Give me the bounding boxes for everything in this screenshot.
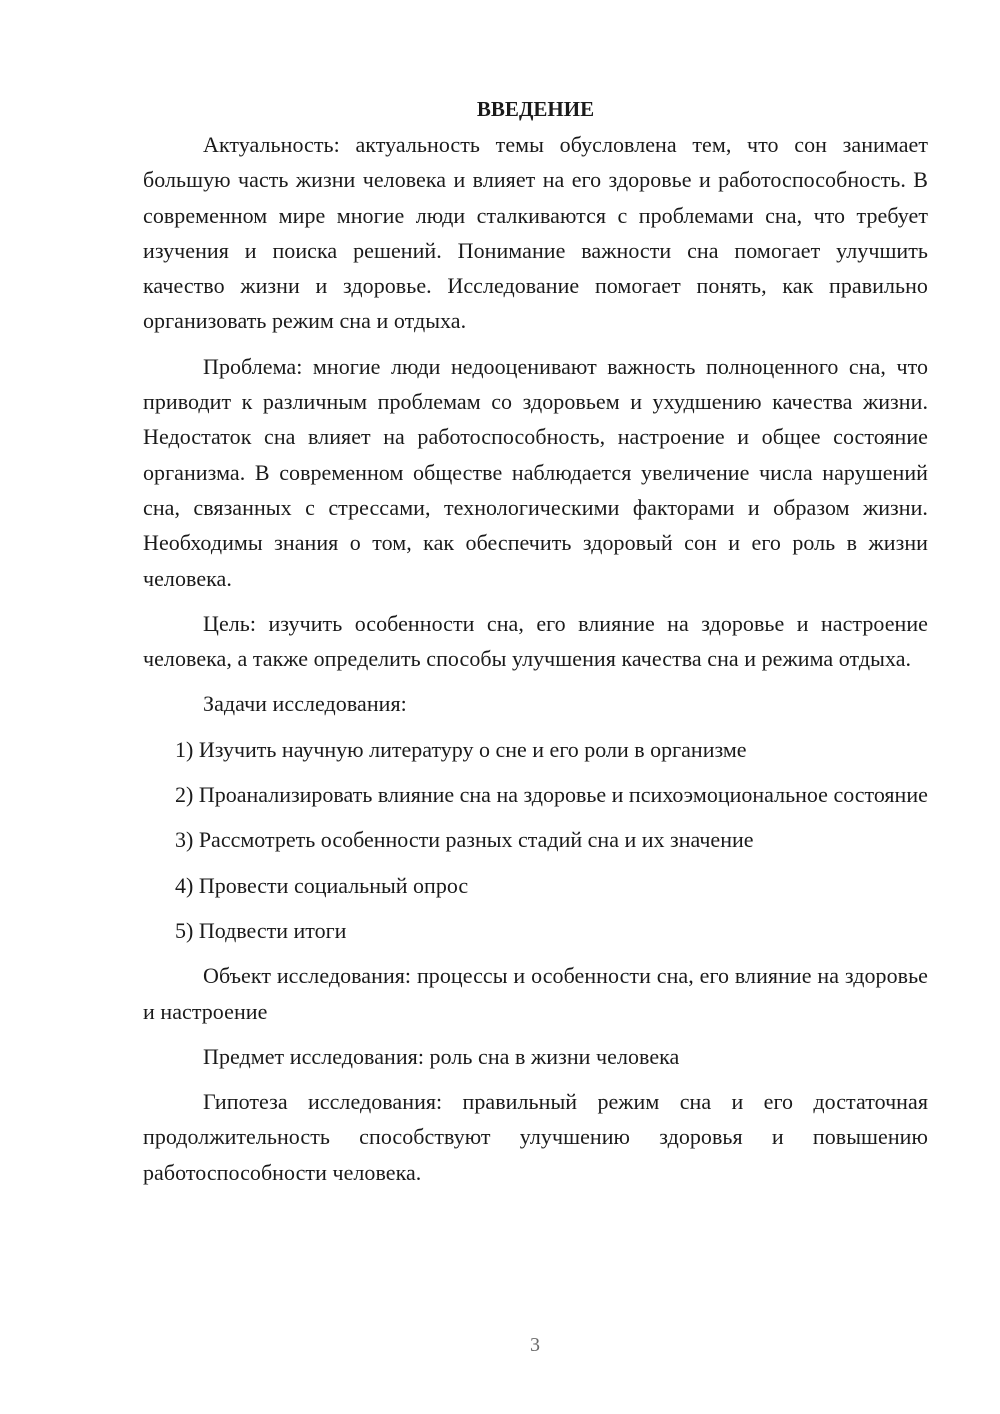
hypothesis-paragraph: Гипотеза исследования: правильный режим сна и его достаточная продолжительность способствуют улучшению здоровья и повышению работоспособности человека.: [143, 1089, 928, 1185]
list-item: 4) Провести социальный опрос: [175, 872, 469, 898]
subject-paragraph: Предмет исследования: роль сна в жизни человека: [203, 1043, 680, 1069]
list-item: 2) Проанализировать влияние сна на здоровье и психоэмоциональное состояние: [175, 782, 928, 808]
list-item: 3) Рассмотреть особенности разных стадий сна и их значение: [175, 827, 754, 853]
section-title-row: [143, 92, 928, 127]
section-title: ВВЕДЕНИЕ: [476, 97, 595, 121]
list-item: 5) Подвести итоги: [175, 917, 347, 943]
relevance-paragraph: Актуальность: актуальность темы обусловлена тем, что сон занимает большую часть жизни человека и влияет на его здоровье и работоспособность. В современном мире многие люди сталкиваются с проблемами сна, что требует изучения и поиска решений. Понимание важности сна помогает улучшить качество жизни и здоровье. Исследование помогает понять, как правильно организовать режим сна и отдыха.: [143, 132, 928, 334]
tasks-list: [143, 732, 928, 948]
page-number: 3: [530, 1334, 540, 1356]
object-paragraph: Объект исследования: процессы и особенности сна, его влияние на здоровье и настроение: [143, 963, 928, 1024]
problem-paragraph: Проблема: многие люди недооценивают важность полноценного сна, что приводит к различным проблемам со здоровьем и ухудшению качества жизни. Недостаток сна влияет на работоспособность, настроение и общее состояние организма. В современном обществе наблюдается увеличение числа нарушений сна, связанных с стрессами, технологическими факторами и образом жизни. Необходимы знания о том, как обеспечить здоровый сон и его роль в жизни человека.: [143, 353, 928, 591]
goal-paragraph: Цель: изучить особенности сна, его влияние на здоровье и настроение человека, а также определить способы улучшения качества сна и режима отдыха.: [143, 610, 928, 672]
tasks-heading: Задачи исследования:: [203, 691, 407, 717]
list-item: 1) Изучить научную литературу о сне и его роли в организме: [175, 736, 747, 762]
document-page: [143, 92, 928, 1190]
